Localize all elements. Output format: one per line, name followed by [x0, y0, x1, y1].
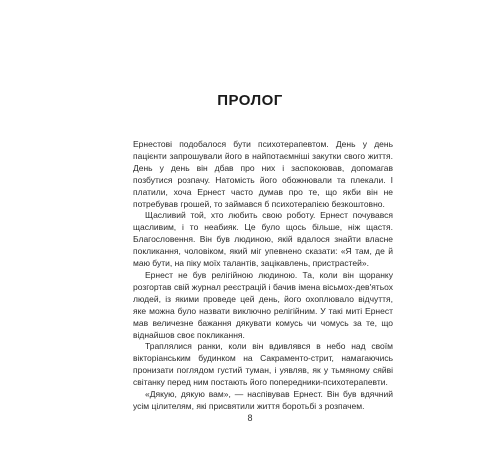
body-text [133, 139, 393, 413]
paragraph: «Дякую, дякую вам», — наспівував Ернест. Він був вдячний усім цілителям, які присвятили життя боротьбі з розпачем. [133, 389, 393, 411]
paragraph: Щасливий той, хто любить свою роботу. Ернест почувався щасливим, і то неабияк. Це було щось більше, ніж щастя. Благословення. Він був людиною, якій вдалося знайти власне покликання, чоловіком, який міг упевнено сказати: «Я там, де й маю бути, на піку моїх талантів, зацікавлень, пристрастей». [133, 210, 393, 269]
chapter-heading: ПРОЛОГ [217, 92, 283, 109]
paragraph: Ернест не був релігійною людиною. Та, коли він щоранку розгортав свій журнал реєстрацій і бачив імена вісьмох-дев'ятьох людей, із якими проведе цей день, його охоплювало відчуття, яке можна було назвати виключно релігійним. У такі миті Ернест мав величезне бажання дякувати комусь чи чомусь за те, що віднайшов своє покликання. [133, 269, 393, 340]
paragraph: Траплялися ранки, коли він вдивлявся в небо над своїм вікторіанським будинком на Сакраменто-стрит, намагаючись пронизати поглядом густий туман, і уявляв, як у тьмяному сяйві світанку перед ним постають його попередники-психотерапевти. [133, 341, 393, 388]
page-number: 8 [247, 413, 253, 423]
paragraph: Ернестові подобалося бути психотерапевтом. День у день пацієнти запрошували його в найпотаємніші закутки свого життя. День у день він дбав про них і заспокоював, допомагав позбутися розпачу. Натомість його обожнювали та плекали. І платили, хоча Ернест часто думав про те, що якби він не потребував грошей, то займався б психотерапією безкоштовно. [133, 139, 393, 209]
